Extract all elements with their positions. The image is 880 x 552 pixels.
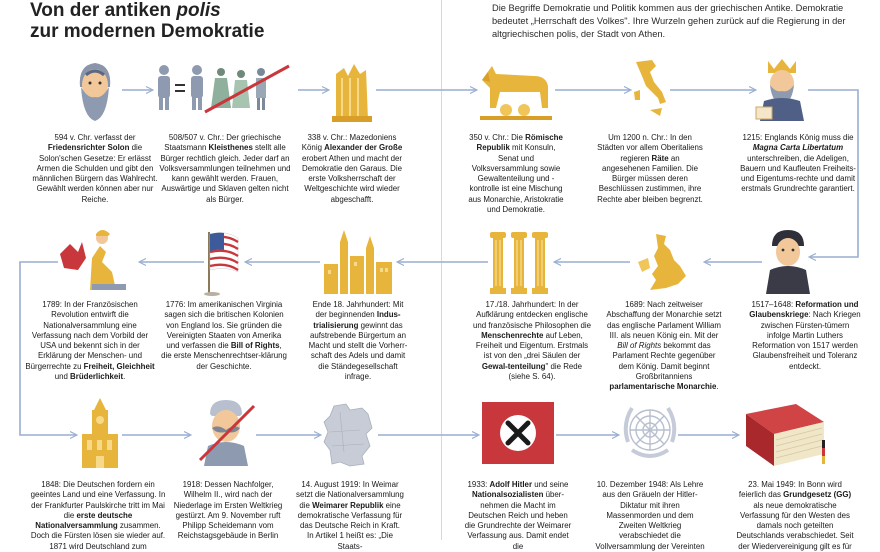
- entry-text-run: Bill of Rights: [617, 341, 662, 351]
- entry-text: [28, 133, 162, 205]
- grundgesetz-book-icon: [740, 400, 830, 470]
- intro-text: Die Begriffe Demokratie und Politik kommen aus der griechischen Antike. Demokratie bedeutet „Herrschaft des Volkes". Ihre Wurzeln gehen zurück auf die Regierung in der altgriechischen polis, der Stadt von Athen.: [492, 3, 846, 39]
- entry-text-run: 10. Dezember 1948: Als Lehre aus den Gräueln der Hitler-Diktatur mit ihren Massenmorden und dem Zweiten Weltkrieg verabschiedet die Vollversammlung der Vereinten: [595, 480, 705, 551]
- title-line1-emphasis: polis: [176, 0, 221, 21]
- entry-text-run: , die erste Menschenrechtser-klärung der Geschichte.: [161, 341, 287, 371]
- entry-text-run: Freiheit, Gleichheit: [83, 361, 155, 371]
- entry-text: [296, 480, 404, 552]
- entry-text-run: unterschreiben, die Adeligen, Bauern und Kaufleuten Freiheits- und Eigentums-rechte und damit erstmals Grundrechte garantiert.: [740, 153, 856, 194]
- entry-text-run: 1933:: [467, 480, 490, 489]
- entry-text-run: eine demokratische Verfassung für das Deutsche Reich in Kraft. In Artikel 1 heißt es: „Die Staats-: [297, 500, 403, 551]
- church-tower-icon: [78, 396, 122, 470]
- page-gutter: [441, 0, 442, 540]
- entry-text-run: parlamentarische Monarchie: [609, 382, 717, 392]
- entry-text-run: Um 1200 n. Chr.: In den Städten vor allem Oberitaliens regieren: [597, 133, 703, 163]
- entry-text-run: Menschenrechte: [481, 330, 544, 340]
- entry-text-run: 23. Mai 1949: In Bonn wird feierlich das: [738, 480, 842, 500]
- entry-text-run: : Nach Kriegen zwischen Fürsten-tümern infolge Martin Luthers Reformation von 1517 werden Glaubensfreiheit und Toleranz entdeckt.: [752, 310, 861, 371]
- entry-text-run: 1789: In der Französischen Revolution entwirft die Nationalversammlung eine Verfassung nach dem Vorbild der USA und bekennt sich in der Erklärung der Menschen- und Bürgerrechte zu: [25, 300, 149, 371]
- entry-text-run: Nationalsozialisten: [471, 490, 544, 500]
- entry-text-run: als neue demokratische Verfassung für den Westen des damals noch geteilten Deutschlands verabschiedet. Seit der Wiedervereinigung gilt es für: [736, 500, 854, 551]
- us-flag-icon: [204, 228, 244, 296]
- entry-text-run: Friedensrichter Solon: [47, 143, 130, 153]
- entry-text-run: auf Leben, Freiheit und Eigentum. Erstmals ist von den „drei Säulen der: [475, 330, 589, 361]
- entry-text: [464, 480, 572, 552]
- entry-text-run: gewinnt das aufstrebende Bürgertum an Macht und stellt die Vorherr-schaft des Adels und damit die Ständegesellschaft infrage.: [308, 320, 408, 382]
- entry-text-run: 508/507 v. Chr.: Der griechische Staatsmann: [164, 133, 282, 153]
- entry-text-run: .: [123, 372, 126, 382]
- entry-text-run: Adolf Hitler: [489, 480, 533, 489]
- entry-text: [594, 480, 706, 552]
- entry-text: [604, 300, 724, 393]
- entry-text-run: 1215: Englands König muss die: [742, 133, 854, 142]
- french-revolution-icon: [56, 228, 130, 294]
- entry-text: [736, 480, 854, 552]
- entry-text-run: .: [716, 382, 719, 392]
- entry-text-run: Magna Carta Libertatum: [752, 143, 844, 153]
- entry-text-run: an angesehenen Familien. Die Bürger müssen deren Beschlüssen zustimmen, ihre Rechte aber bleiben begrenzt.: [597, 153, 703, 204]
- emperor-crossed-icon: [196, 396, 258, 468]
- city-skyline-icon: [322, 228, 396, 294]
- un-emblem-icon: [620, 400, 680, 464]
- entry-text: [300, 133, 404, 205]
- entry-text-run: 14. August 1919: In Weimar setzt die Nationalversammlung die: [296, 480, 404, 510]
- crossed-flag-icon: [482, 402, 554, 464]
- entry-text: [740, 133, 856, 195]
- entry-text: [466, 133, 566, 215]
- she-wolf-icon: [478, 58, 554, 122]
- entry-text-run: Räte: [651, 153, 669, 163]
- entry-text-run: Indus-trialisierung: [313, 310, 401, 330]
- entry-text-run: Alexander der Große: [324, 143, 403, 153]
- entry-text: [159, 133, 291, 205]
- entry-text: [170, 480, 286, 542]
- entry-text-run: und seine: [532, 480, 569, 489]
- entry-text: [748, 300, 862, 372]
- entry-text-run: und: [54, 372, 71, 382]
- entry-text-run: mit Konsuln, Senat und Volksversammlung sowie Gewaltenteilung und -kontrolle ist eine Mischung aus Monarchie, Aristokratie und Demokratie.: [468, 143, 564, 215]
- entry-text-run: erobert Athen und macht der Demokratie den Garaus. Die erste Volksherrschaft der Weltgeschichte wird wieder abgeschafft.: [301, 153, 402, 204]
- entry-text-run: Weimarer Republik: [312, 500, 384, 510]
- entry-text: [160, 300, 288, 372]
- three-columns-icon: [488, 230, 550, 296]
- entry-text-run: Reformation und Glaubenskriege: [749, 300, 859, 320]
- entry-text: [596, 133, 704, 205]
- entry-text: [24, 300, 156, 382]
- citizens-equal-icon: [155, 62, 295, 114]
- entry-text: [28, 480, 168, 552]
- entry-text-run: Grundgesetz (GG): [783, 490, 852, 500]
- entry-text-run: 17./18. Jahrhundert: In der Aufklärung entdecken englische und französische Philosophen die: [472, 300, 591, 330]
- entry-text-run: 350 v. Chr.: Die: [469, 133, 526, 142]
- page-title: [30, 0, 264, 42]
- germany-map-icon: [320, 402, 378, 468]
- entry-text: [306, 300, 410, 382]
- entry-text-run: zusammen. Doch die Fürsten lösen sie wieder auf. 1871 wird Deutschland zum: [30, 521, 166, 551]
- bearded-head-icon: [72, 57, 118, 123]
- entry-text-run: 594 v. Chr. verfasst der: [54, 133, 136, 142]
- entry-text-run: " die Rede (siehe S. 64).: [508, 361, 583, 382]
- entry-text-run: 1517–1648:: [751, 300, 796, 309]
- entry-text-run: stellt alle Bürger rechtlich gleich. Jeder darf an Volksversammlungen teilnehmen und kann gewählt werden. Frauen, Auswärtige und Sklaven gelten nicht als Bürger.: [159, 143, 291, 204]
- entry-text-run: 1918: Dessen Nachfolger, Wilhelm II., wird nach der Niederlage im Ersten Weltkrieg gestürzt. Am 9. November ruft Philipp Scheidemann vom Reichstagsgebäude in Berlin: [173, 480, 283, 541]
- entry-text-run: Römische Republik: [476, 133, 563, 153]
- entry-text-run: bekommt das Parlament Rechte gegenüber dem König. Damit beginnt Großbritanniens: [612, 341, 716, 382]
- entry-text-run: über-nehmen die Macht im Deutschen Reich und heben die Grundrechte der Weimarer Verfassung aus. Damit endet die: [464, 490, 572, 551]
- entry-text-run: 1689: Nach zeitweiser Abschaffung der Monarchie setzt das englische Parlament William III. als neuen König ein. Mit der: [606, 300, 722, 340]
- italy-map-icon: [632, 58, 668, 122]
- entry-text-run: erste deutsche Nationalversammlung: [35, 510, 133, 531]
- entry-text-run: 338 v. Chr.: Mazedoniens König: [301, 133, 397, 153]
- luther-portrait-icon: [762, 228, 814, 296]
- entry-text-run: 1776: Im amerikanischen Virginia sagen sich die britischen Kolonien von England los. Sie gründen die Vereinigten Staaten von Amerika und verfassen die: [164, 300, 284, 351]
- entry-text-run: Gewal-tenteilung: [481, 361, 546, 371]
- entry-text-run: Ende 18. Jahrhundert: Mit der beginnenden: [312, 300, 404, 320]
- entry-text-run: 1848: Die Deutschen fordern ein geeintes Land und eine Verfassung. In der Frankfurter Paulskirche tritt im Mai die: [30, 480, 166, 520]
- king-john-icon: [754, 55, 810, 123]
- broken-column-icon: [330, 58, 374, 122]
- entry-text-run: Brüderlichkeit: [70, 372, 124, 382]
- britain-map-icon: [636, 232, 692, 294]
- title-line2: zur modernen Demokratie: [30, 21, 265, 42]
- entry-text-run: Kleisthenes: [208, 143, 253, 153]
- entry-text-run: Bill of Rights: [230, 341, 280, 351]
- title-line1-pre: Von der antiken: [30, 0, 177, 21]
- entry-text-run: die Solon'schen Gesetze: Er erlässt Armen die Schulden und gibt den männlichen Bürgern das Wahlrecht. Gewählt werden können aber nur Reiche.: [32, 143, 158, 204]
- entry-text: [472, 300, 592, 382]
